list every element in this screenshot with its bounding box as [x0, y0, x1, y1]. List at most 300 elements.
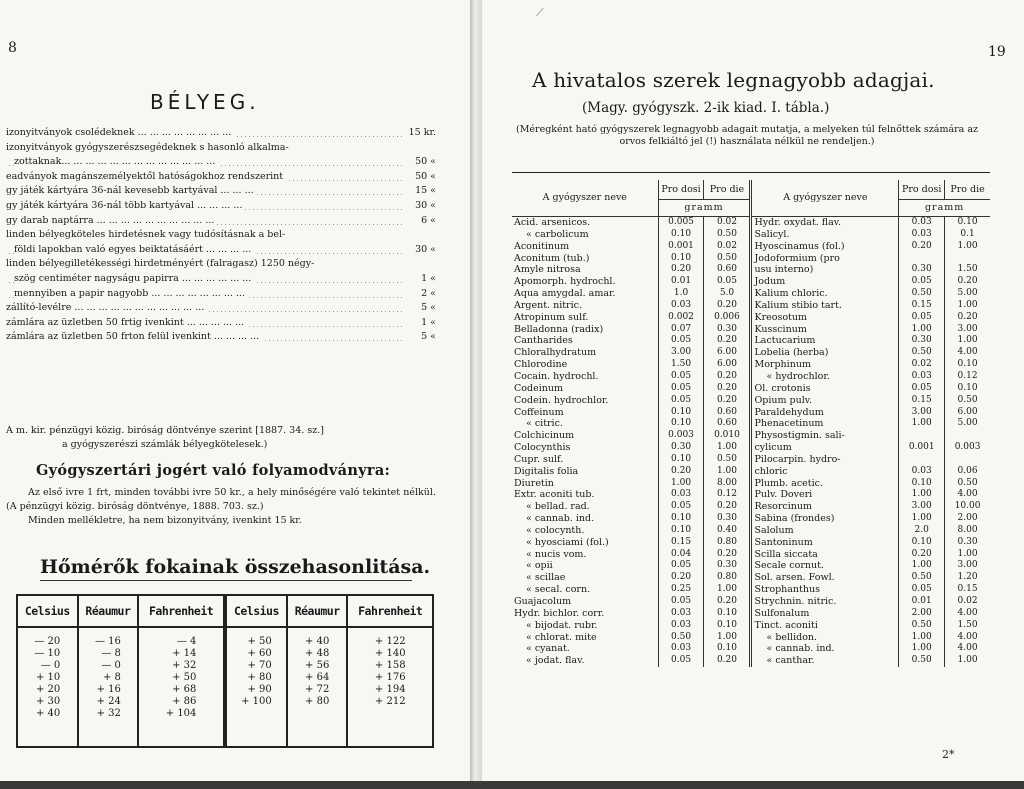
scale-value: + 80	[247, 672, 272, 683]
scale-value: + 32	[96, 708, 121, 719]
page-title: A hivatalos szerek legnagyobb adagjai.	[532, 68, 935, 92]
dose-per-day: 0.10	[957, 217, 978, 227]
drug-name: Hyoscinamus (fol.)	[751, 241, 899, 253]
dose-per-day: 0.20	[716, 335, 737, 346]
dose-per-day: 0.30	[716, 513, 737, 524]
dose-per-day: 0.20	[716, 382, 737, 393]
section-heading: Gyógyszertári jogért való folyamodványra:	[36, 462, 391, 479]
fee-price: 6 «	[421, 214, 436, 226]
dose-per-day: 5.00	[957, 288, 978, 299]
drug-name: « colocynth.	[512, 525, 658, 537]
paragraph: Az első ivre 1 frt, minden további ivre 50 kr., a hely minőségére való tekintet nélkül. (A pénzügyi közig. biróság döntvénye, 1888. 703. sz.)	[6, 487, 436, 512]
col-header-die: Pro die	[709, 183, 745, 195]
scale-value: + 50	[247, 636, 272, 647]
scale-value: — 10	[34, 648, 61, 659]
dose-per-dose: 0.02	[899, 359, 945, 371]
dose-per-dose: 1.00	[899, 489, 945, 501]
scale-value: + 122	[374, 636, 406, 647]
dose-per-day: 0.60	[716, 406, 737, 417]
fee-row	[6, 184, 436, 199]
dose-per-dose: 0.20	[899, 549, 945, 561]
thermometer-table	[16, 594, 434, 748]
table-row	[512, 501, 990, 513]
dose-per-dose	[899, 430, 945, 442]
dose-per-dose: 0.30	[899, 335, 945, 347]
dose-per-dose: 0.30	[899, 264, 945, 276]
dose-per-dose: 1.50	[658, 359, 704, 371]
drug-name: Cupr. sulf.	[512, 454, 658, 466]
drug-name: Acid. arsenicos.	[512, 217, 658, 229]
drug-name: Lactucarium	[751, 335, 899, 347]
dose-per-day: 0.20	[716, 370, 737, 381]
dose-per-day: 1.20	[957, 572, 978, 583]
drug-name: « bellad. rad.	[512, 501, 658, 513]
scale-value: + 30	[35, 696, 61, 707]
dose-per-dose: 0.25	[658, 584, 704, 596]
fee-price: 15 kr.	[408, 127, 436, 138]
dose-per-day: 0.20	[957, 311, 978, 322]
drug-name: Phenacetinum	[751, 418, 899, 430]
dose-per-day: 4.00	[957, 489, 978, 500]
scale-value: + 70	[247, 660, 272, 671]
dose-per-day: 0.10	[957, 382, 978, 393]
drug-name: chloric	[751, 466, 899, 478]
dose-per-dose: 0.50	[899, 288, 945, 300]
dose-per-dose: 0.05	[658, 371, 704, 383]
dose-per-dose: 0.10	[658, 454, 704, 466]
dose-per-dose: 0.15	[899, 395, 945, 407]
dose-per-day: 0.20	[716, 548, 737, 559]
scale-column	[225, 627, 287, 747]
fee-price: 30 «	[415, 199, 436, 211]
dose-per-day: 0.20	[716, 299, 737, 310]
table-row	[512, 442, 990, 454]
dose-per-dose: 0.50	[658, 632, 704, 644]
fee-row	[6, 301, 436, 316]
drug-name: Guajacolum	[512, 596, 658, 608]
table-row	[512, 549, 990, 561]
dose-per-day: 1.00	[957, 299, 978, 310]
scale-value: + 68	[172, 684, 197, 695]
drug-name: Strophanthus	[751, 584, 899, 596]
dose-per-dose: 0.10	[658, 418, 704, 430]
dose-per-dose: 0.07	[658, 324, 704, 336]
col-header-name: A gyógyszer neve	[751, 180, 899, 217]
drug-name: « jodat. flav.	[512, 655, 658, 667]
stamp-fee-list	[6, 126, 436, 345]
drug-name: « hydrochlor.	[751, 371, 899, 383]
dose-per-dose: 0.10	[658, 525, 704, 537]
fee-row	[6, 228, 436, 243]
dose-per-dose: 0.05	[899, 584, 945, 596]
drug-name: Morphinum	[751, 359, 899, 371]
fee-text: zottaknak... ... ... ... ... ... ... ... ... ... ... ... ...	[14, 156, 218, 167]
dose-per-dose: 1.00	[899, 560, 945, 572]
drug-name: Aqua amygdal. amar.	[512, 288, 658, 300]
drug-name: « opii	[512, 560, 658, 572]
dose-per-dose: 3.00	[899, 407, 945, 419]
dose-per-day: 8.00	[957, 524, 978, 535]
dose-per-dose: 0.20	[899, 241, 945, 253]
scale-value: + 140	[374, 648, 406, 659]
dose-per-day: 0.50	[716, 228, 737, 239]
dose-per-dose: 0.20	[658, 572, 704, 584]
dose-per-day: 1.00	[716, 631, 737, 642]
dose-per-dose: 1.00	[899, 513, 945, 525]
dose-per-day: 0.80	[716, 536, 737, 547]
drug-name: Belladonna (radix)	[512, 324, 658, 336]
drug-name: « bellidon.	[751, 632, 899, 644]
dose-per-dose: 0.001	[899, 442, 945, 454]
drug-name: Digitalis folia	[512, 466, 658, 478]
drug-name: Coffeinum	[512, 407, 658, 419]
dose-per-dose: 0.05	[899, 276, 945, 288]
drug-name: Kalium stibio tart.	[751, 300, 899, 312]
scale-column	[287, 627, 348, 747]
drug-name: Strychnin. nitric.	[751, 596, 899, 608]
dose-per-day: 0.006	[714, 311, 740, 322]
fee-text: izonyitványok csolédeknek ... ... ... ... ... ... ... ...	[6, 127, 234, 138]
dose-table	[512, 180, 990, 667]
right-page	[482, 0, 1024, 789]
fee-text: izonyitványok gyógyszerészsegédeknek s hasonló alkalma-	[6, 142, 292, 153]
fee-price: 50 «	[415, 156, 436, 168]
fee-price: 1 «	[421, 316, 436, 328]
dose-per-day: 0.30	[957, 536, 978, 547]
drug-name: usu interno)	[751, 264, 899, 276]
dose-per-day	[945, 253, 990, 265]
table-row	[512, 418, 990, 430]
dose-per-dose: 0.05	[658, 501, 704, 513]
divider	[40, 580, 412, 581]
drug-name: Pilocarpin. hydro-	[751, 454, 899, 466]
drug-name: « citric.	[512, 418, 658, 430]
dose-per-day: 0.02	[716, 217, 737, 227]
fee-text: zámlára az üzletben 50 frtig ivenkint ... ... ... ... ...	[6, 317, 247, 328]
drug-name: « canthar.	[751, 655, 899, 667]
dose-per-dose: 0.01	[658, 276, 704, 288]
dose-per-day: 0.15	[957, 584, 978, 595]
dose-per-dose: 0.03	[658, 489, 704, 501]
table-row	[512, 217, 990, 229]
dose-per-dose: 0.03	[899, 371, 945, 383]
drug-name: Sabina (frondes)	[751, 513, 899, 525]
dose-per-dose: 0.10	[658, 229, 704, 241]
paragraph: Minden mellékletre, ha nem bizonyitvány, ivenkint 15 kr.	[28, 515, 302, 526]
drug-name: « cyanat.	[512, 643, 658, 655]
scale-value: + 212	[374, 696, 406, 707]
fee-row	[6, 272, 436, 287]
dose-per-dose: 1.00	[899, 643, 945, 655]
fee-row	[6, 257, 436, 272]
page-number: 19	[988, 44, 1006, 60]
dose-per-dose: 0.20	[658, 264, 704, 276]
drug-name: Salicyl.	[751, 229, 899, 241]
drug-name: Cantharides	[512, 335, 658, 347]
drug-name: Aconitinum	[512, 241, 658, 253]
drug-name: Physostigmin. sali-	[751, 430, 899, 442]
col-header-dosi: Pro dosi	[658, 180, 704, 200]
table-row	[512, 525, 990, 537]
dose-per-day: 1.50	[957, 264, 978, 275]
page-title: BÉLYEG.	[150, 90, 260, 114]
drug-name: Codein. hydrochlor.	[512, 395, 658, 407]
scale-column	[17, 627, 78, 747]
dose-per-day: 0.003	[954, 442, 981, 453]
dose-per-day: 0.40	[716, 524, 737, 535]
fee-text: linden bélyegilletékességi hirdetményért (falragasz) 1250 négy-	[6, 258, 317, 269]
drug-name: Sol. arsen. Fowl.	[751, 572, 899, 584]
dose-per-dose: 0.03	[658, 620, 704, 632]
scale-value: + 80	[305, 696, 330, 707]
drug-name: Resorcinum	[751, 501, 899, 513]
dose-per-dose: 0.03	[658, 608, 704, 620]
dose-per-dose: 0.10	[899, 537, 945, 549]
dose-per-dose: 0.05	[658, 560, 704, 572]
col-header-name: A gyógyszer neve	[512, 180, 658, 217]
table-row	[512, 454, 990, 466]
table-row	[512, 300, 990, 312]
table-row	[512, 383, 990, 395]
drug-name: Colocynthis	[512, 442, 658, 454]
drug-name: Chlorodine	[512, 359, 658, 371]
table-row	[512, 584, 990, 596]
fee-price: 5 «	[421, 302, 436, 314]
table-row	[512, 478, 990, 490]
dose-per-dose: 0.05	[658, 395, 704, 407]
table-row	[512, 572, 990, 584]
fee-row	[6, 330, 436, 345]
drug-name: Extr. aconiti tub.	[512, 489, 658, 501]
table-row	[512, 489, 990, 501]
dose-per-day: 0.20	[957, 276, 978, 287]
dose-per-dose: 0.03	[899, 229, 945, 241]
scale-value: + 72	[305, 684, 330, 695]
signature-mark: 2*	[942, 748, 955, 761]
drug-name: Argent. nitric.	[512, 300, 658, 312]
dose-per-day: 0.12	[957, 370, 978, 381]
dose-per-day: 6.00	[716, 359, 737, 370]
dose-per-day: 4.00	[957, 631, 978, 642]
book-gutter	[470, 0, 482, 789]
col-header-scale: Réaumur	[78, 595, 139, 627]
scale-value: + 20	[35, 684, 61, 695]
table-row	[512, 324, 990, 336]
dose-per-dose: 0.005	[658, 217, 704, 229]
fee-row	[6, 155, 436, 170]
table-row	[512, 466, 990, 478]
page-number: 8	[8, 40, 17, 56]
dose-per-day: 1.00	[716, 584, 737, 595]
col-header-dosi: Pro dosi	[899, 180, 945, 200]
scale-value: + 86	[172, 696, 197, 707]
fee-row	[6, 243, 436, 258]
drug-name: Sulfonalum	[751, 608, 899, 620]
dose-per-day: 0.50	[957, 477, 978, 488]
dose-per-dose: 0.003	[658, 430, 704, 442]
dose-per-day: 0.30	[716, 560, 737, 571]
scale-value: — 0	[101, 660, 121, 671]
table-row	[512, 537, 990, 549]
scale-value: + 40	[305, 636, 330, 647]
dose-per-day: 0.30	[716, 323, 737, 334]
dose-per-dose: 0.03	[899, 217, 945, 229]
scan-bottom-edge	[0, 781, 1024, 789]
dose-per-dose: 0.10	[658, 407, 704, 419]
dose-per-day: 10.00	[954, 501, 981, 512]
fee-row	[6, 199, 436, 214]
col-header-scale: Fahrenheit	[347, 595, 433, 627]
scale-value: — 20	[34, 636, 61, 647]
dose-per-day: 0.60	[716, 418, 737, 429]
scale-value: + 10	[35, 672, 61, 683]
dose-per-day: 4.00	[957, 607, 978, 618]
fee-row	[6, 316, 436, 331]
scan-mark: ⟋	[536, 6, 544, 19]
section-heading: Hőmérők fokainak összehasonlitása.	[40, 556, 431, 578]
drug-name: Lobelia (herba)	[751, 347, 899, 359]
drug-name: « hyosciami (fol.)	[512, 537, 658, 549]
fee-text: gy játék kártyára 36-nál több kartyával ... ... ... ...	[6, 200, 245, 211]
dose-per-dose: 0.10	[899, 478, 945, 490]
drug-name: « cannab. ind.	[751, 643, 899, 655]
dose-per-day: 0.50	[716, 453, 737, 464]
unit-header: gramm	[658, 200, 751, 217]
dose-per-day: 0.20	[716, 394, 737, 405]
dose-per-day: 4.00	[957, 643, 978, 654]
table-row	[512, 395, 990, 407]
table-row	[512, 288, 990, 300]
fee-price: 1 «	[421, 272, 436, 284]
dose-per-dose: 1.00	[899, 324, 945, 336]
drug-name: Kreosotum	[751, 312, 899, 324]
drug-name: Santoninum	[751, 537, 899, 549]
dose-per-dose: 0.10	[658, 513, 704, 525]
table-row	[512, 264, 990, 276]
left-page	[0, 0, 470, 789]
drug-name: Cocain. hydrochl.	[512, 371, 658, 383]
fee-row	[6, 126, 436, 141]
dose-per-dose: 0.001	[658, 241, 704, 253]
dose-per-dose: 0.50	[899, 620, 945, 632]
scale-value: + 194	[374, 684, 406, 695]
fee-price: 5 «	[421, 331, 436, 343]
drug-name: Opium pulv.	[751, 395, 899, 407]
dose-per-day: 0.50	[957, 394, 978, 405]
drug-name: Hydr. oxydat. flav.	[751, 217, 899, 229]
col-header-scale: Fahrenheit	[138, 595, 225, 627]
dose-per-dose: 0.03	[658, 300, 704, 312]
dose-per-day: 0.06	[957, 465, 978, 476]
dose-per-day: 3.00	[957, 560, 978, 571]
scale-column	[78, 627, 139, 747]
dose-per-dose: 2.00	[899, 608, 945, 620]
table-row	[512, 430, 990, 442]
drug-name: Chloralhydratum	[512, 347, 658, 359]
scale-value: + 90	[247, 684, 272, 695]
scale-value: + 48	[305, 648, 330, 659]
dose-per-day: 0.12	[716, 489, 737, 500]
dose-per-dose: 1.00	[899, 418, 945, 430]
table-row	[512, 276, 990, 288]
dose-per-day: 1.00	[957, 655, 978, 666]
dose-per-day: 5.0	[719, 288, 735, 299]
page-note: (Méregként ható gyógyszerek legnagyobb adagait mutatja, a melyeken túl felnőttek számára az orvos felkiáltó jel (!) használata nélkül ne rendeljen.)	[515, 124, 979, 147]
dose-per-dose: 0.15	[658, 537, 704, 549]
dose-per-dose: 0.05	[658, 596, 704, 608]
dose-per-dose	[899, 454, 945, 466]
fee-price: 30 «	[415, 243, 436, 255]
dose-per-dose: 0.03	[899, 466, 945, 478]
unit-header: gramm	[899, 200, 990, 217]
scale-value: + 14	[172, 648, 197, 659]
table-row	[512, 347, 990, 359]
col-header-scale: Celsius	[17, 595, 78, 627]
drug-name: Atropinum sulf.	[512, 312, 658, 324]
dose-per-dose	[899, 253, 945, 265]
drug-name: Scilla siccata	[751, 549, 899, 561]
dose-per-day: 0.80	[716, 572, 737, 583]
scale-value: + 24	[96, 696, 121, 707]
scale-value: + 32	[172, 660, 197, 671]
drug-name: « carbolicum	[512, 229, 658, 241]
drug-name: cylicum	[751, 442, 899, 454]
drug-name: « scillae	[512, 572, 658, 584]
dose-per-dose: 0.50	[899, 655, 945, 667]
drug-name: Plumb. acetic.	[751, 478, 899, 490]
drug-name: Amyle nitrosa	[512, 264, 658, 276]
dose-per-day: 0.10	[957, 359, 978, 370]
dose-per-dose: 0.01	[899, 596, 945, 608]
dose-per-day: 0.1	[960, 228, 975, 239]
fee-price: 15 «	[415, 185, 436, 197]
table-row	[512, 513, 990, 525]
dose-per-day	[945, 454, 990, 466]
dose-per-dose: 0.04	[658, 549, 704, 561]
dose-per-day: 0.02	[957, 596, 978, 606]
drug-name: « nucis vom.	[512, 549, 658, 561]
dose-per-dose: 0.20	[658, 466, 704, 478]
dose-per-day: 6.00	[957, 406, 978, 417]
dose-per-dose: 0.10	[658, 253, 704, 265]
table-row	[512, 655, 990, 667]
dose-per-day: 6.00	[716, 347, 737, 358]
drug-name: Secale cornut.	[751, 560, 899, 572]
fee-row	[6, 141, 436, 156]
table-row	[512, 560, 990, 572]
decree-line: a gyógyszerészi számlák bélyegkötelesek.)	[62, 439, 268, 450]
dose-per-dose: 0.05	[658, 655, 704, 667]
table-row	[512, 229, 990, 241]
dose-per-day: 1.00	[957, 548, 978, 559]
table-row	[512, 596, 990, 608]
dose-per-day: 0.20	[716, 655, 737, 666]
drug-name: Codeinum	[512, 383, 658, 395]
scale-value: + 104	[165, 708, 197, 719]
dose-per-dose: 0.05	[899, 312, 945, 324]
fee-text: gy játék kártyára 36-nál kevesebb kartyával ... ... ...	[6, 185, 257, 196]
drug-name: « cannab. ind.	[512, 513, 658, 525]
fee-text: zállító-levélre ... ... ... ... ... ... ... ... ... ... ...	[6, 302, 207, 313]
drug-name: Hydr. bichlor. corr.	[512, 608, 658, 620]
drug-name: Diuretin	[512, 478, 658, 490]
table-row	[512, 241, 990, 253]
dose-per-dose: 0.03	[658, 643, 704, 655]
table-row	[512, 407, 990, 419]
drug-name: Paraldehydum	[751, 407, 899, 419]
dose-per-dose: 1.00	[899, 632, 945, 644]
drug-name: Jodum	[751, 276, 899, 288]
